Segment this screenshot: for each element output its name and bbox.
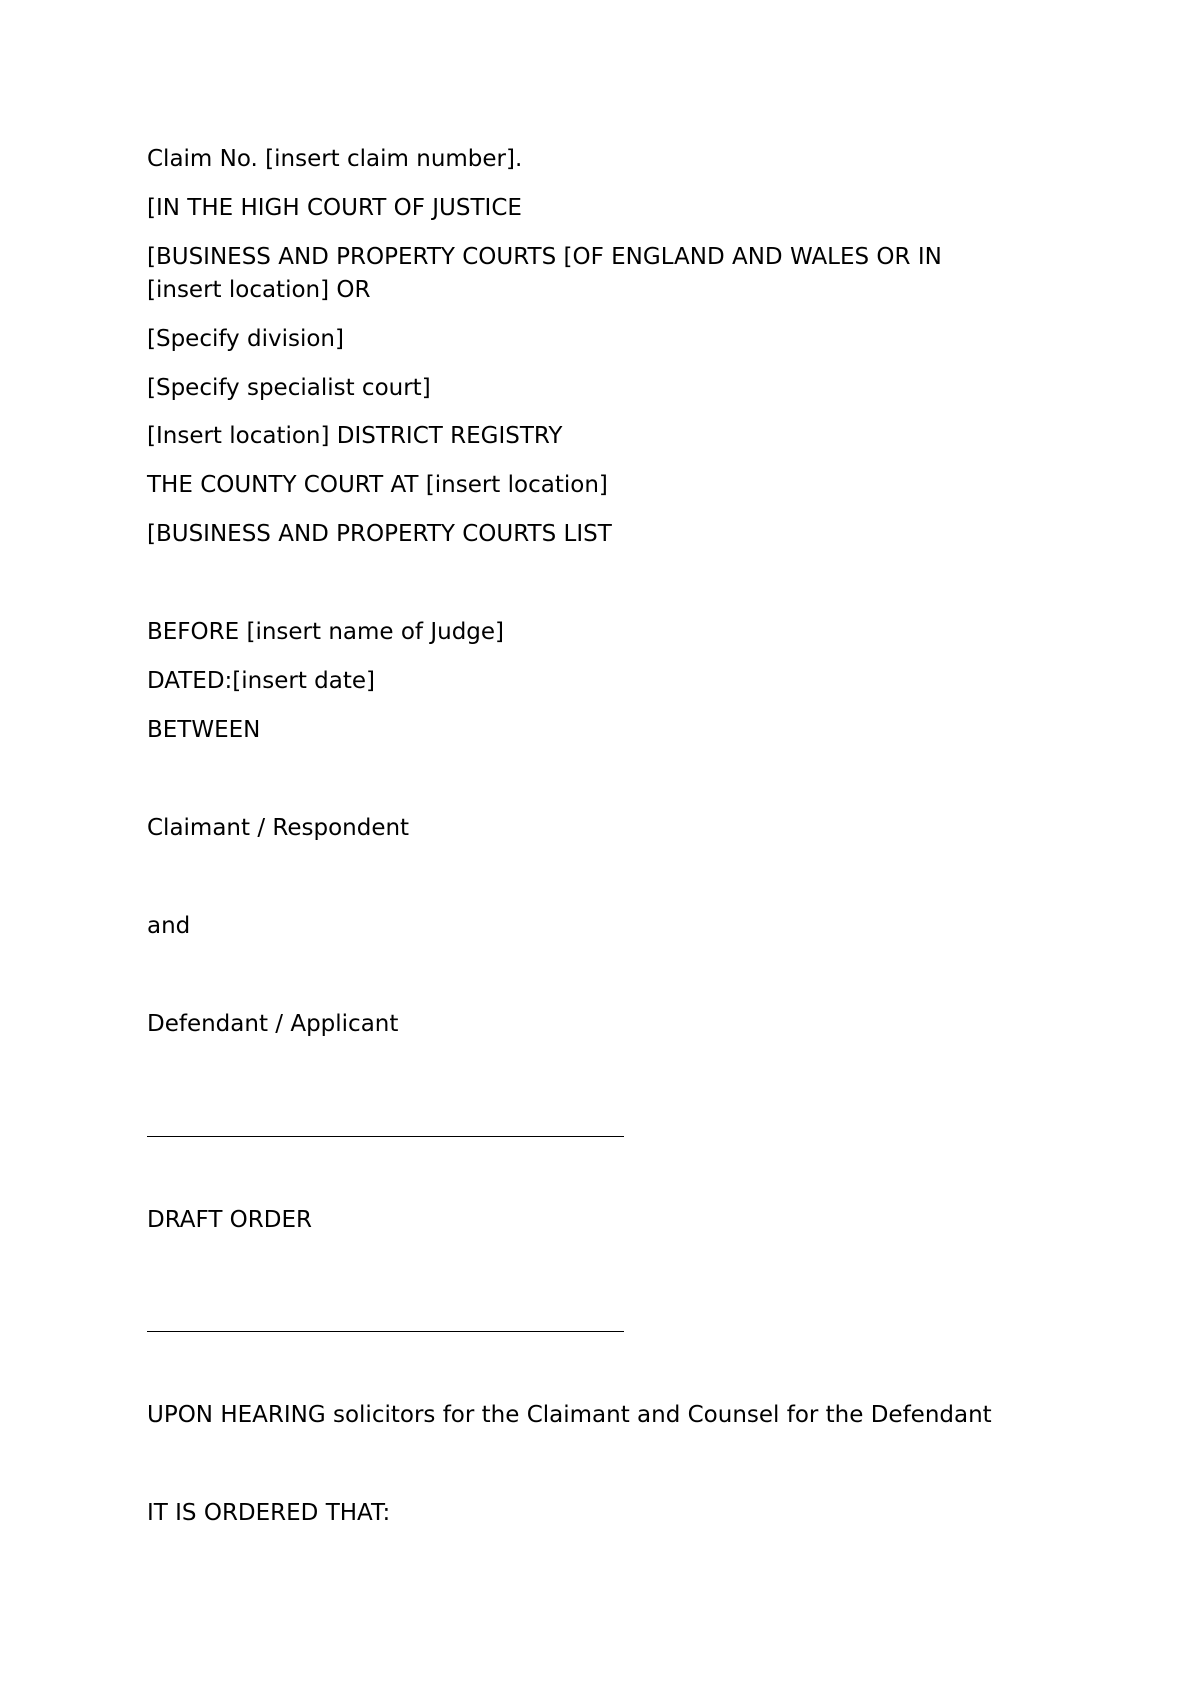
dated: DATED:[insert date]: [147, 668, 375, 694]
claimant-label: Claimant / Respondent: [147, 815, 410, 841]
court-specialist: [Specify specialist court]: [147, 375, 431, 401]
upon-hearing: UPON HEARING solicitors for the Claimant and Counsel for the Defendant: [147, 1402, 992, 1428]
court-bpc-line-2: [insert location] OR: [147, 277, 371, 303]
document-title: DRAFT ORDER: [147, 1207, 312, 1233]
divider-top: [147, 1136, 624, 1137]
defendant-label: Defendant / Applicant: [147, 1011, 399, 1037]
court-district-registry: [Insert location] DISTRICT REGISTRY: [147, 423, 563, 449]
divider-bottom: [147, 1331, 624, 1332]
and-label: and: [147, 913, 191, 939]
ordered-heading: IT IS ORDERED THAT:: [147, 1500, 391, 1526]
between-label: BETWEEN: [147, 717, 261, 743]
claim-number: Claim No. [insert claim number].: [147, 146, 523, 172]
court-county-court: THE COUNTY COURT AT [insert location]: [147, 472, 608, 498]
court-high-court: [IN THE HIGH COURT OF JUSTICE: [147, 195, 522, 221]
before-judge: BEFORE [insert name of Judge]: [147, 619, 505, 645]
court-division: [Specify division]: [147, 326, 344, 352]
court-bpc-line-1: [BUSINESS AND PROPERTY COURTS [OF ENGLAND AND WALES OR IN: [147, 244, 942, 270]
court-bpc-list: [BUSINESS AND PROPERTY COURTS LIST: [147, 521, 612, 547]
